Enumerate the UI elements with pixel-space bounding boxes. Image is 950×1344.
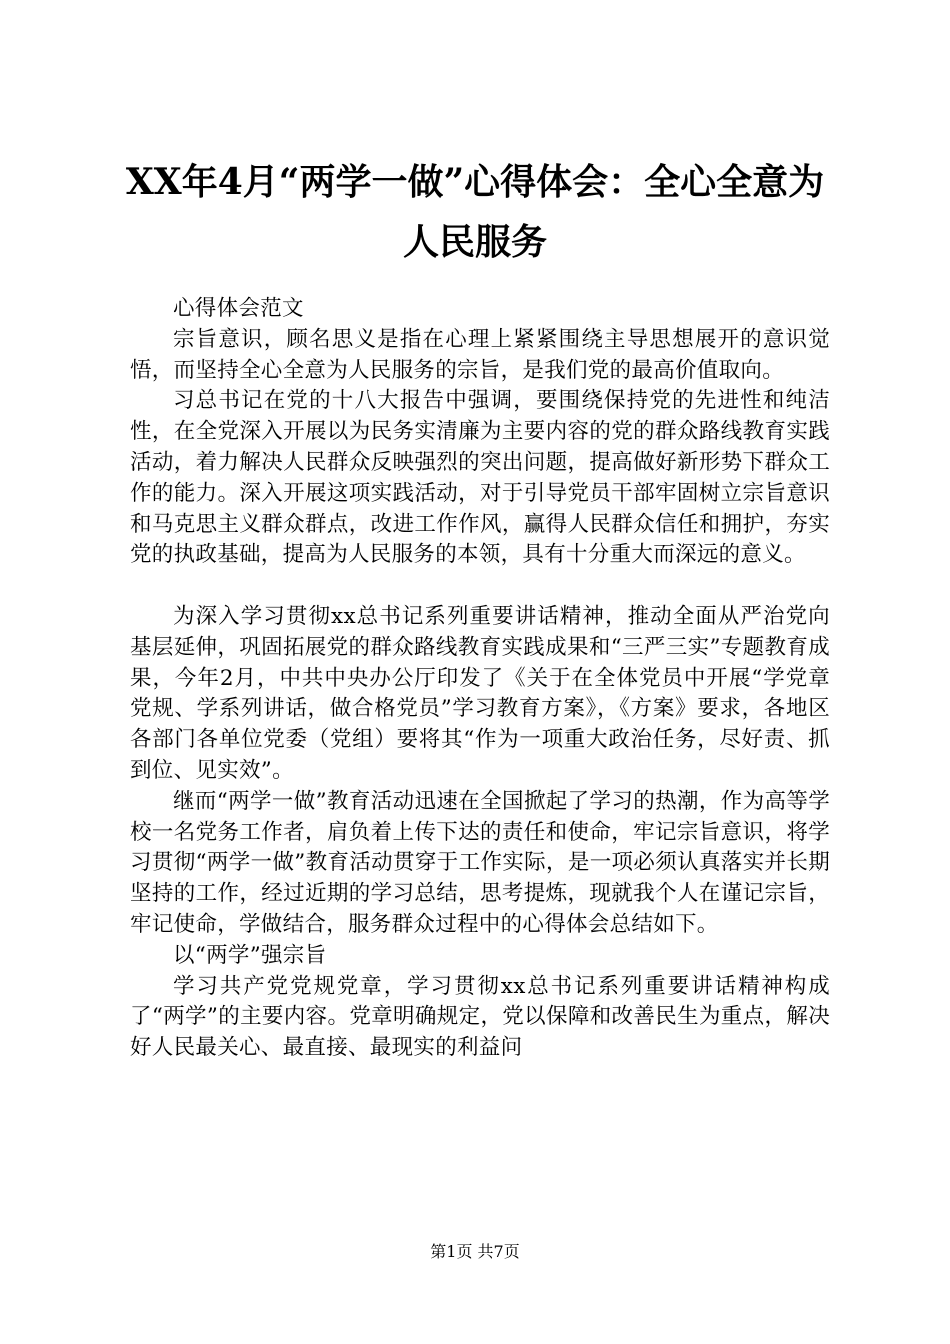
document-title: XX年4月“两学一做”心得体会：全心全意为人民服务 [125,161,825,263]
paragraph: 习总书记在党的十八大报告中强调，要围绕保持党的先进性和纯洁性，在全党深入开展以为民务实清廉为主要内容的党的群众路线教育实践活动，着力解决人民群众反映强烈的突出问题，提高做好新形势下群众工作的能力。深入开展这项实践活动，对于引导党员干部牢固树立宗旨意识和马克思主义群众群点，改进工作作风，赢得人民群众信任和拥护，夯实党的执政基础，提高为人民服务的本领，具有十分重大而深远的意义。 [130,388,830,568]
section-heading: 以“两学”强宗旨 [173,942,327,968]
paragraph: 宗旨意识，顾名思义是指在心理上紧紧围绕主导思想展开的意识觉悟，而坚持全心全意为人民服务的宗旨，是我们党的最高价值取向。 [130,326,830,383]
page-footer: 第1页 共7页 [430,1242,520,1261]
paragraph: 继而“两学一做”教育活动迅速在全国掀起了学习的热潮，作为高等学校一名党务工作者，肩负着上传下达的责任和使命，牢记宗旨意识，将学习贯彻“两学一做”教育活动贯穿于工作实际，是一项必须认真落实并长期坚持的工作，经过近期的学习总结，思考提炼，现就我个人在谨记宗旨，牢记使命，学做结合，服务群众过程中的心得体会总结如下。 [130,788,830,937]
paragraph: 学习共产党党规党章，学习贯彻xx总书记系列重要讲话精神构成了“两学”的主要内容。党章明确规定，党以保障和改善民生为重点，解决好人民最关心、最直接、最现实的利益问 [130,973,830,1061]
paragraph-subtitle: 心得体会范文 [173,296,304,321]
paragraph: 为深入学习贯彻xx总书记系列重要讲话精神，推动全面从严治党向基层延伸，巩固拓展党的群众路线教育实践成果和“三严三实”专题教育成果，今年2月，中共中央办公厅印发了《关于在全体党员中开展“学党章党规、学系列讲话，做合格党员”学习教育方案》，《方案》要求，各地区各部门各单位党委（党组）要将其“作为一项重大政治任务，尽好责、抓到位、见实效”。 [130,603,830,783]
document-body [130,294,830,1064]
